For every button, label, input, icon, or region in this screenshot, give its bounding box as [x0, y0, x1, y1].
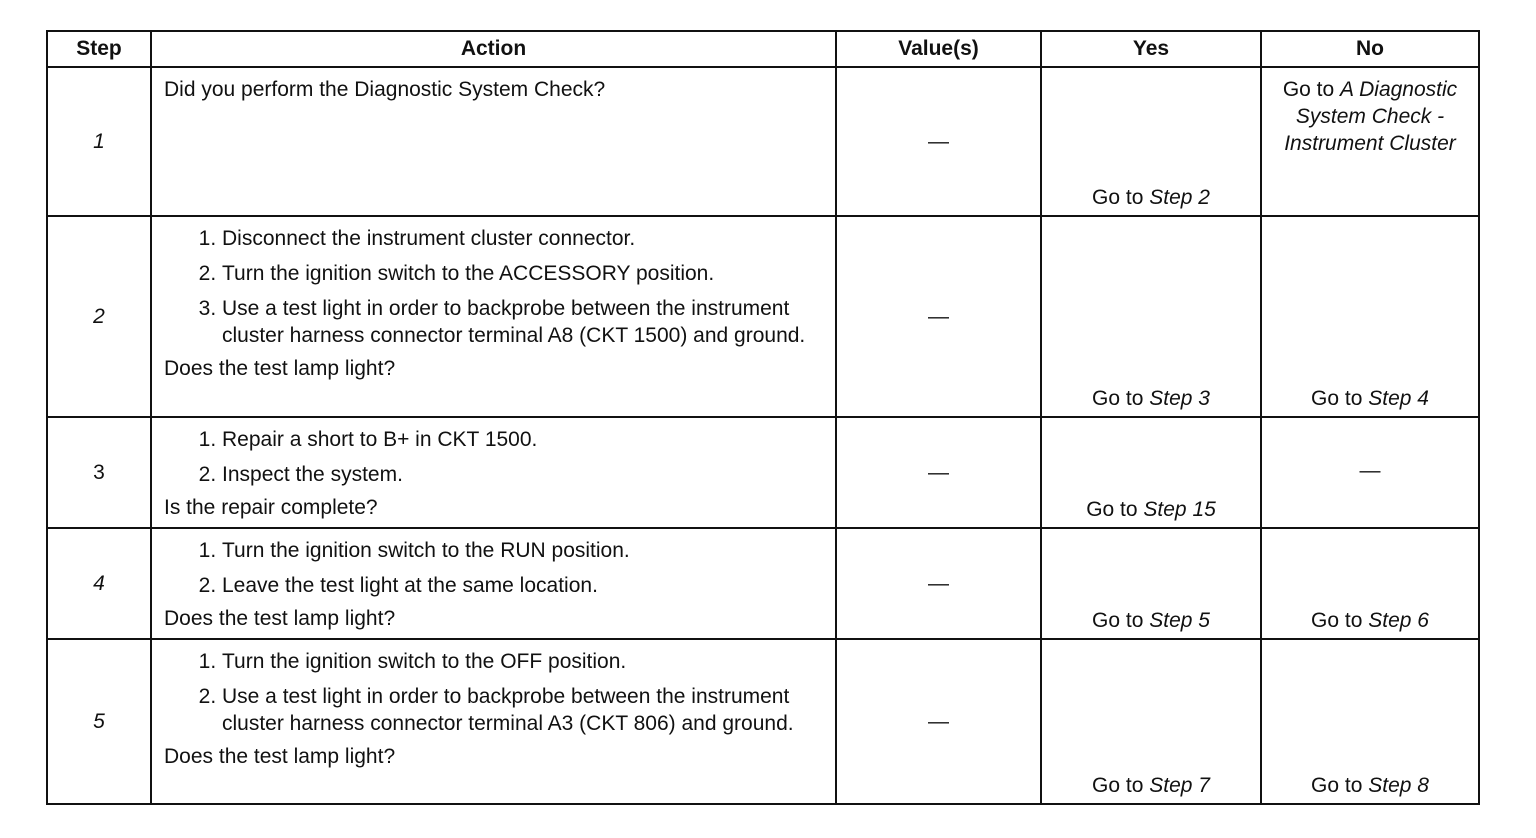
list-item: 2. Leave the test light at the same location. — [222, 572, 825, 599]
step-number: 5 — [47, 639, 151, 804]
header-yes: Yes — [1041, 31, 1261, 67]
yes-prefix: Go to — [1092, 387, 1144, 410]
step-number: 2 — [47, 216, 151, 417]
no-cell: — — [1261, 417, 1479, 528]
list-item: 2. Inspect the system. — [222, 461, 825, 488]
action-question: Is the repair complete? — [164, 496, 378, 519]
value-cell: — — [836, 216, 1041, 417]
value-cell: — — [836, 67, 1041, 216]
no-cell — [1261, 216, 1479, 417]
table-row — [47, 216, 1479, 417]
step-number: 1 — [47, 67, 151, 216]
no-step-link[interactable]: Step 4 — [1368, 387, 1429, 410]
yes-cell — [1041, 639, 1261, 804]
table-row — [47, 528, 1479, 639]
no-procedure-link[interactable]: A Diagnostic System Check - Instrument Cluster — [1284, 78, 1458, 155]
yes-prefix: Go to — [1086, 498, 1138, 521]
action-question: Does the test lamp light? — [164, 745, 396, 768]
no-cell — [1261, 528, 1479, 639]
action-cell — [151, 528, 836, 639]
action-question: Does the test lamp light? — [164, 607, 396, 630]
value-cell: — — [836, 639, 1041, 804]
action-list — [164, 648, 825, 737]
step-number: 4 — [47, 528, 151, 639]
yes-step-link[interactable]: Step 3 — [1149, 387, 1210, 410]
action-list — [164, 225, 825, 349]
no-prefix: Go to — [1282, 78, 1335, 101]
action-cell — [151, 639, 836, 804]
yes-cell — [1041, 417, 1261, 528]
yes-prefix: Go to — [1092, 186, 1144, 209]
table-row — [47, 67, 1479, 216]
list-item: 1. Repair a short to B+ in CKT 1500. — [222, 426, 825, 453]
list-item: 2. Turn the ignition switch to the ACCESSORY position. — [222, 260, 825, 287]
diagnostic-table — [46, 30, 1480, 805]
yes-step-link[interactable]: Step 2 — [1149, 186, 1210, 209]
no-prefix: Go to — [1311, 387, 1363, 410]
action-list — [164, 426, 825, 488]
header-values: Value(s) — [836, 31, 1041, 67]
header-step: Step — [47, 31, 151, 67]
table-row — [47, 639, 1479, 804]
no-prefix: Go to — [1311, 774, 1363, 797]
header-row — [47, 31, 1479, 67]
header-action: Action — [151, 31, 836, 67]
no-step-link[interactable]: Step 6 — [1368, 609, 1429, 632]
yes-prefix: Go to — [1092, 609, 1144, 632]
no-prefix: Go to — [1311, 609, 1363, 632]
yes-cell — [1041, 216, 1261, 417]
list-item: 1. Turn the ignition switch to the OFF position. — [222, 648, 825, 675]
value-cell: — — [836, 417, 1041, 528]
list-item: 1. Disconnect the instrument cluster connector. — [222, 225, 825, 252]
list-item: 2. Use a test light in order to backprobe between the instrument cluster harness connector terminal A3 (CKT 806) and ground. — [222, 683, 825, 737]
list-item: 1. Turn the ignition switch to the RUN position. — [222, 537, 825, 564]
header-no: No — [1261, 31, 1479, 67]
yes-step-link[interactable]: Step 15 — [1143, 498, 1216, 521]
table-row — [47, 417, 1479, 528]
action-cell — [151, 216, 836, 417]
value-cell: — — [836, 528, 1041, 639]
yes-step-link[interactable]: Step 7 — [1149, 774, 1210, 797]
step-number: 3 — [47, 417, 151, 528]
action-question: Does the test lamp light? — [164, 357, 396, 380]
list-item: 3. Use a test light in order to backprobe between the instrument cluster harness connector terminal A8 (CKT 1500) and ground. — [222, 295, 825, 349]
yes-cell — [1041, 67, 1261, 216]
no-cell — [1261, 67, 1479, 216]
yes-step-link[interactable]: Step 5 — [1149, 609, 1210, 632]
no-step-link[interactable]: Step 8 — [1368, 774, 1429, 797]
action-cell — [151, 417, 836, 528]
action-intro: Did you perform the Diagnostic System Check? — [164, 78, 606, 101]
yes-cell — [1041, 528, 1261, 639]
action-list — [164, 537, 825, 599]
no-cell — [1261, 639, 1479, 804]
yes-prefix: Go to — [1092, 774, 1144, 797]
action-cell — [151, 67, 836, 216]
